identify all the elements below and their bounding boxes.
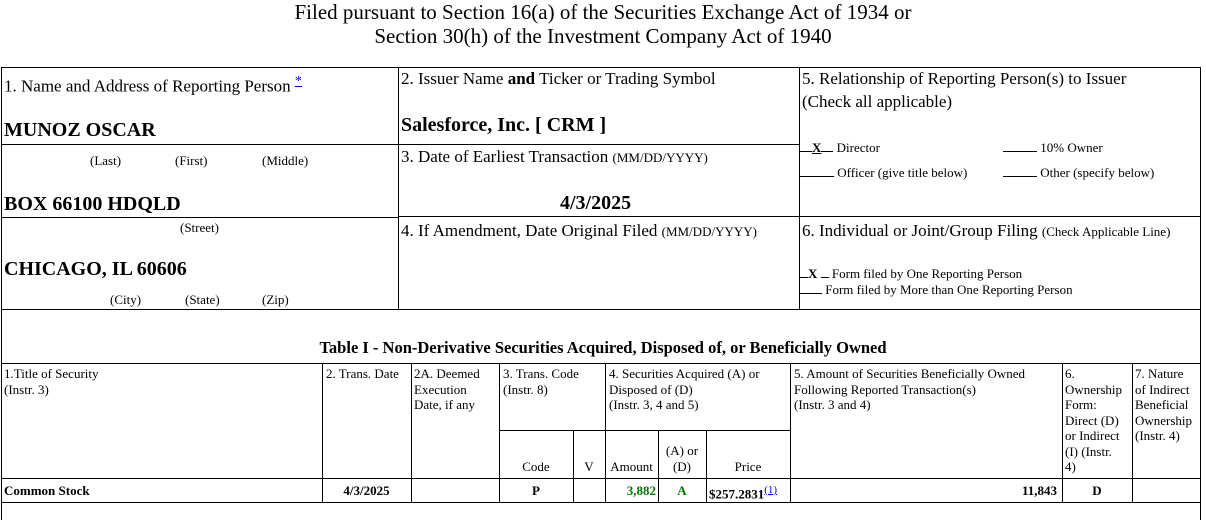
city-label: (City) [110,292,142,307]
subheader-v: V [584,459,594,474]
header-securities-acquired: 4. Securities Acquired (A) or Disposed of (D) (Instr. 3, 4 and 5) [609,366,760,412]
col-divider-6 [1062,363,1063,503]
divider-col1 [398,67,399,309]
section-rule [1,309,1201,310]
top-border [1,67,1201,68]
subheader-code: Code [522,459,550,474]
middle-label: (Middle) [262,153,309,168]
officer-check: Officer (give title below) [800,164,967,181]
city-value: CHICAGO, IL 60606 [4,258,187,280]
header-trans-date: 2. Trans. Date [326,366,399,381]
table-header-bottom [1,478,1201,479]
row-price: $257.2831$^{(1)}$ [709,484,778,502]
row-amount-owned: 11,843 [1021,483,1057,498]
row-amount: 3,882 [626,483,656,498]
filing-header-line1: Filed pursuant to Section 16(a) of the Securities Exchange Act of 1934 or [294,0,912,24]
header-deemed-date: 2A. Deemed Execution Date, if any [414,366,480,412]
ten-pct-check: 10% Owner [1003,139,1103,156]
earliest-transaction-date: 4/3/2025 [560,192,632,214]
box4-label: 4. If Amendment, Date Original Filed (MM/DD/YYYY) [401,221,757,240]
table-row-bottom [1,502,1201,503]
last-label: (Last) [90,153,122,168]
first-label: (First) [175,153,208,168]
left-border [1,67,2,520]
box6-label: 6. Individual or Joint/Group Filing (Check Applicable Line) [802,221,1171,240]
right-border [1200,67,1201,520]
box2-rule [398,144,800,145]
issuer-name: Salesforce, Inc. [ CRM ] [401,114,607,136]
header-nature: 7. Nature of Indirect Beneficial Ownership (Instr. 4) [1135,366,1193,443]
box1-rule-a [1,144,399,145]
table-subheader-rule [499,430,791,431]
reporting-person-name: MUNOZ OSCAR [4,119,156,141]
table-top-rule [1,363,1201,364]
box3-rule [398,216,1201,217]
col-divider-3 [499,363,500,503]
street-label: (Street) [180,220,219,235]
director-check: X Director [800,139,880,156]
footnote-link[interactable]: * [294,73,302,89]
col-divider-7 [1132,363,1133,503]
state-label: (State) [185,292,220,307]
other-check: Other (specify below) [1003,164,1154,181]
box2-label: 2. Issuer Name and Ticker or Trading Symbol [401,69,716,88]
price-footnote-link[interactable]: (1) [764,484,778,496]
filing-header-line2: Section 30(h) of the Investment Company Act of 1940 [374,24,832,48]
zip-label: (Zip) [262,292,289,307]
header-trans-code: 3. Trans. Code (Instr. 8) [503,366,579,397]
box5-label-2: (Check all applicable) [802,92,953,111]
row-code: P [532,483,540,498]
table1-title: Table I - Non-Derivative Securities Acquired, Disposed of, or Beneficially Owned [319,338,887,357]
col-divider-4 [605,363,606,503]
header-ownership-form: 6. Ownership Form: Direct (D) or Indirect (I) (Instr. 4) [1065,366,1123,474]
row-title: Common Stock [4,483,90,498]
header-title-of-security: 1.Title of Security (Instr. 3) [4,366,99,397]
box5-label-1: 5. Relationship of Reporting Person(s) to Issuer [802,69,1127,88]
col-divider-5 [790,363,791,503]
row-date: 4/3/2025 [343,483,390,498]
street-value: BOX 66100 HDQLD [4,193,181,215]
multi-person-check: Form filed by More than One Reporting Person [800,281,1073,298]
col-divider-2 [411,363,412,503]
box3-label: 3. Date of Earliest Transaction (MM/DD/YYYY) [401,147,708,166]
col-divider-1 [322,363,323,503]
row-ownership-form: D [1092,483,1102,498]
one-person-check: X Form filed by One Reporting Person [800,265,1022,282]
header-amount-owned: 5. Amount of Securities Beneficially Owned Following Reported Transaction(s) (Instr. 3 and 4) [794,366,1026,412]
subheader-amount: Amount [610,459,653,474]
row-a-or-d: A [677,483,687,498]
box1-rule-b [1,217,399,218]
box1-label: 1. Name and Address of Reporting Person * [4,73,302,96]
subheader-a-or-d: (A) or (D) [665,443,699,474]
subheader-price: Price [734,459,762,474]
